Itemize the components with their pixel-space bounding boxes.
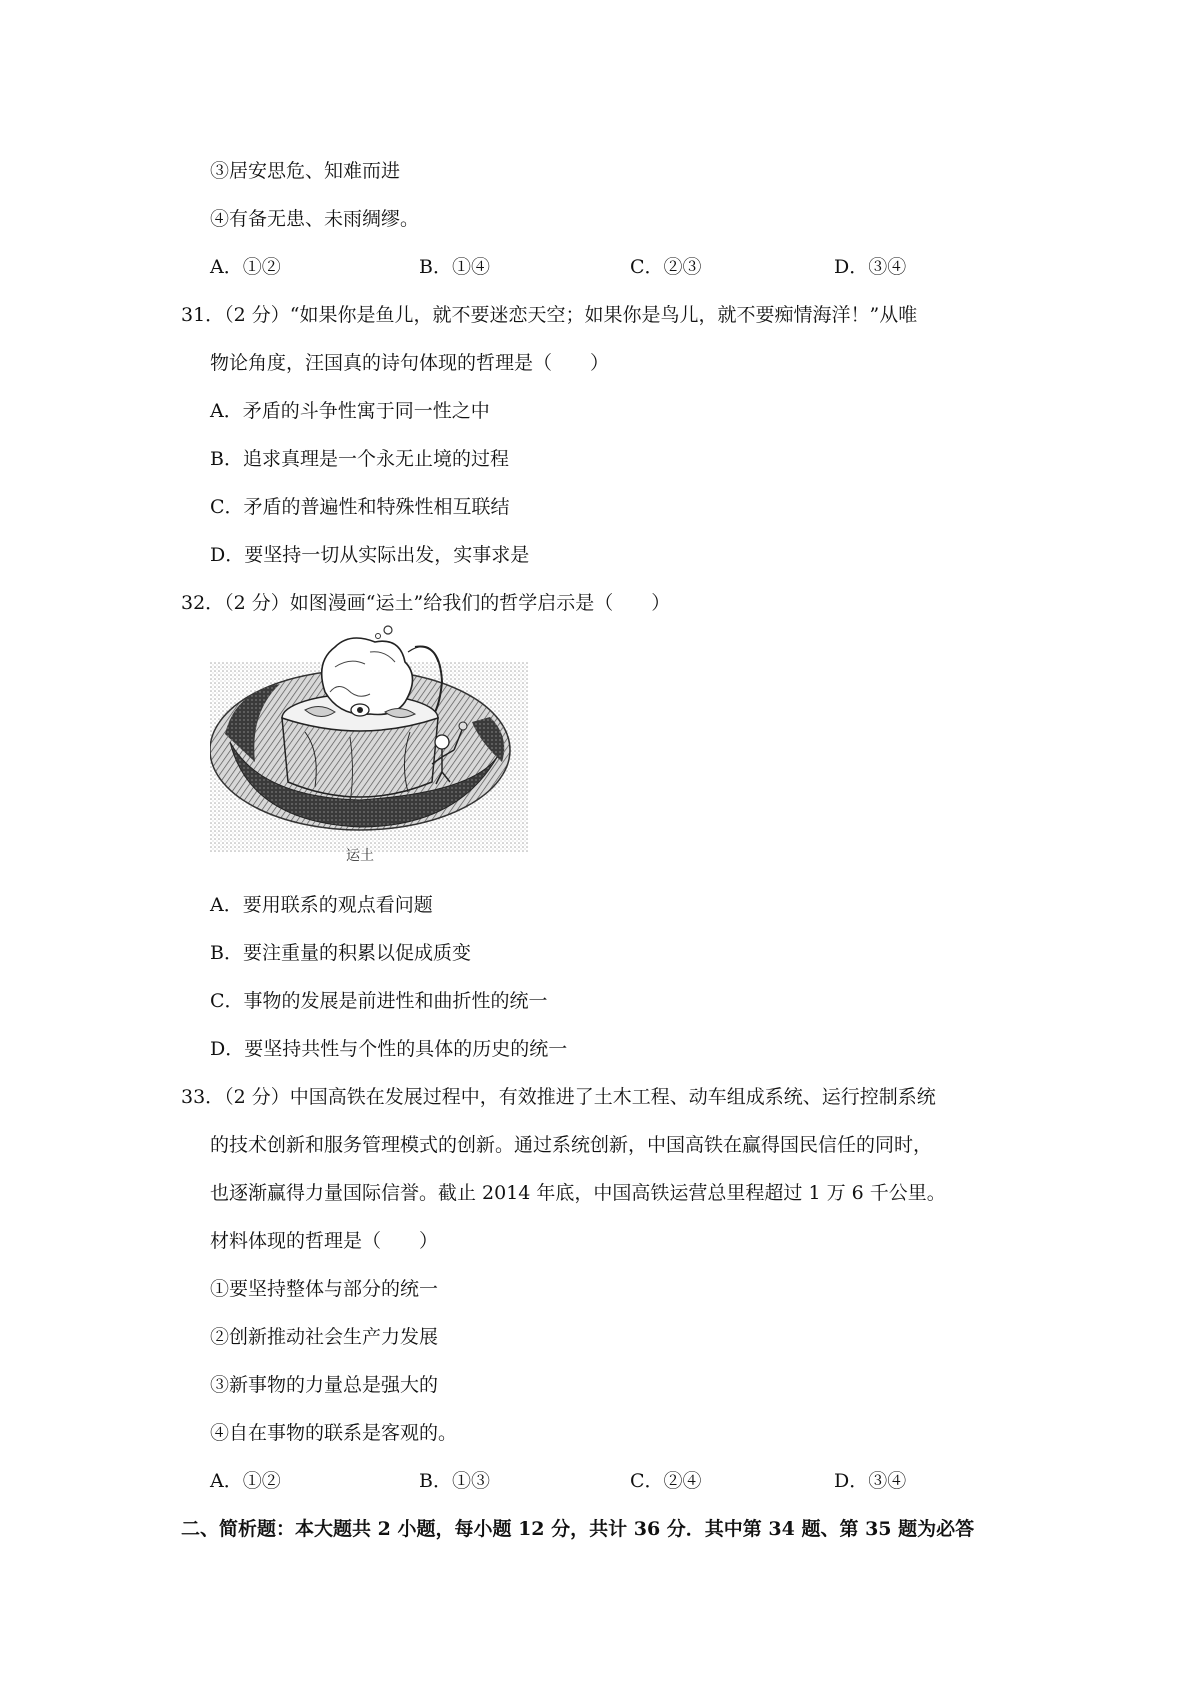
section-2-heading: 二、简析题：本大题共 2 小题，每小题 12 分，共计 36 分．其中第 34 题、第 35 题为必答 bbox=[181, 1518, 975, 1540]
q32-option-c: C．事物的发展是前进性和曲折性的统一 bbox=[210, 990, 548, 1012]
q31-stem-line-2: 物论角度，汪国真的诗句体现的哲理是（ ） bbox=[210, 352, 610, 374]
q30-item-4: ④有备无患、未雨绸缪。 bbox=[210, 208, 420, 230]
q30-option-a: A．①② bbox=[210, 256, 281, 278]
q33-stem-line-3: 也逐渐赢得力量国际信誉。截止 2014 年底，中国高铁运营总里程超过 1 万 6 千公里。 bbox=[210, 1182, 946, 1204]
q31-option-c: C．矛盾的普遍性和特殊性相互联结 bbox=[210, 496, 510, 518]
comic-caption: 运土 bbox=[346, 848, 374, 864]
comic-image bbox=[210, 622, 528, 868]
q31-option-b: B．追求真理是一个永无止境的过程 bbox=[210, 448, 509, 470]
q32-option-b: B．要注重量的积累以促成质变 bbox=[210, 942, 471, 964]
q33-option-a: A．①② bbox=[210, 1470, 281, 1492]
q33-item-1: ①要坚持整体与部分的统一 bbox=[210, 1278, 439, 1300]
q33-option-c: C．②④ bbox=[630, 1470, 702, 1492]
q33-stem-line-2: 的技术创新和服务管理模式的创新。通过系统创新，中国高铁在赢得国民信任的同时， bbox=[210, 1134, 933, 1156]
q33-option-d: D．③④ bbox=[834, 1470, 907, 1492]
comic-drawing bbox=[210, 622, 528, 868]
q33-item-3: ③新事物的力量总是强大的 bbox=[210, 1374, 439, 1396]
q30-item-3: ③居安思危、知难而进 bbox=[210, 160, 401, 182]
q30-option-b: B．①④ bbox=[419, 256, 490, 278]
q31-option-a: A．矛盾的斗争性寓于同一性之中 bbox=[210, 400, 490, 422]
q33-stem-line-4: 材料体现的哲理是（ ） bbox=[210, 1230, 439, 1252]
q30-option-d: D．③④ bbox=[834, 256, 907, 278]
q31-stem-line-1: 31．（2 分）“如果你是鱼儿，就不要迷恋天空；如果你是鸟儿，就不要痴情海洋！”从唯 bbox=[181, 304, 918, 326]
q30-option-c: C．②③ bbox=[630, 256, 702, 278]
q32-option-a: A．要用联系的观点看问题 bbox=[210, 894, 433, 916]
q31-option-d: D．要坚持一切从实际出发，实事求是 bbox=[210, 544, 530, 566]
q33-item-2: ②创新推动社会生产力发展 bbox=[210, 1326, 439, 1348]
q33-option-b: B．①③ bbox=[419, 1470, 490, 1492]
q33-item-4: ④自在事物的联系是客观的。 bbox=[210, 1422, 458, 1444]
q33-stem-line-1: 33．（2 分）中国高铁在发展过程中，有效推进了土木工程、动车组成系统、运行控制系统 bbox=[181, 1086, 936, 1108]
q32-stem: 32．（2 分）如图漫画“运土”给我们的哲学启示是（ ） bbox=[181, 592, 671, 614]
q32-option-d: D．要坚持共性与个性的具体的历史的统一 bbox=[210, 1038, 568, 1060]
